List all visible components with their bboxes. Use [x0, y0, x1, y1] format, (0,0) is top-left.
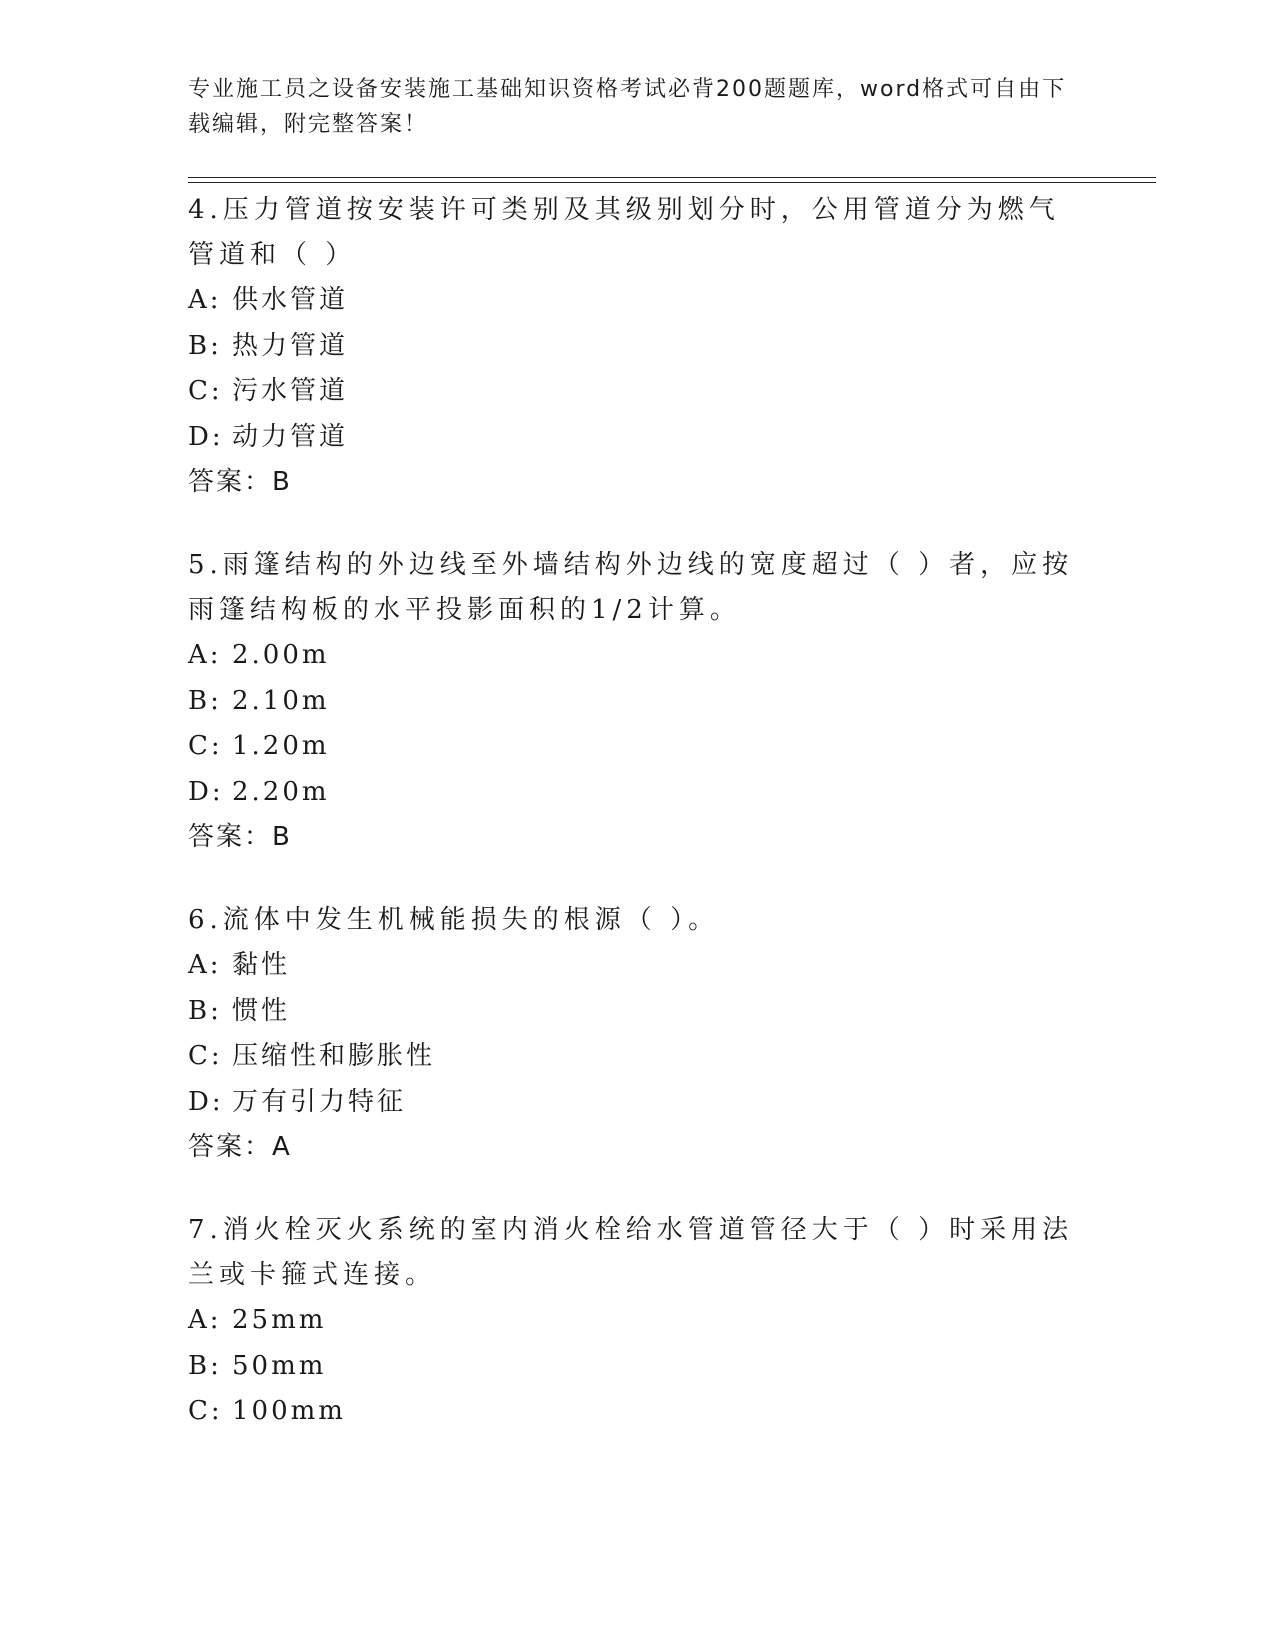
- option-text: 2.00m: [232, 640, 330, 670]
- option-text: 100mm: [232, 1396, 346, 1426]
- option-b: [188, 324, 1088, 370]
- option-letter: D:: [188, 1086, 224, 1117]
- option-letter: C:: [188, 731, 223, 761]
- option-letter: B:: [188, 995, 222, 1026]
- question-text: 5.雨篷结构的外边线至外墙结构外边线的宽度超过（ ）者，应按雨篷结构板的水平投影面积的1/2计算。: [188, 550, 1074, 625]
- option-d: [188, 1080, 1088, 1126]
- option-b: [188, 679, 1088, 725]
- question-text: 6.流体中发生机械能损失的根源（ ）。: [188, 905, 720, 935]
- option-letter: A:: [188, 1305, 222, 1335]
- option-text: 动力管道: [232, 421, 349, 452]
- question-item: [188, 898, 1088, 1170]
- header-divider-top: [188, 177, 1156, 178]
- option-letter: A:: [188, 285, 222, 315]
- answer-line: 答案：B: [188, 467, 292, 497]
- option-text: 压缩性和膨胀性: [232, 1041, 436, 1071]
- header-divider-bottom: [188, 182, 1156, 183]
- option-text: 2.10m: [232, 685, 330, 716]
- option-c: [188, 724, 1088, 770]
- option-b: [188, 1344, 1088, 1390]
- option-letter: C:: [188, 1396, 223, 1426]
- question-item: [188, 1208, 1088, 1435]
- option-a: [188, 633, 1088, 679]
- option-letter: D:: [188, 776, 224, 807]
- option-letter: C:: [188, 376, 223, 406]
- answer-line: 答案：B: [188, 822, 292, 852]
- option-text: 2.20m: [232, 776, 330, 807]
- question-list: [188, 188, 1088, 1473]
- option-text: 25mm: [232, 1305, 327, 1335]
- option-c: [188, 1389, 1088, 1435]
- option-letter: A:: [188, 950, 222, 980]
- option-a: [188, 278, 1088, 324]
- option-d: [188, 770, 1088, 816]
- option-text: 污水管道: [232, 376, 349, 406]
- option-text: 1.20m: [232, 731, 330, 761]
- option-text: 供水管道: [232, 285, 349, 315]
- option-letter: A:: [188, 640, 222, 670]
- option-text: 黏性: [232, 950, 291, 980]
- option-a: [188, 1298, 1088, 1344]
- option-letter: B:: [188, 330, 222, 361]
- option-text: 万有引力特征: [232, 1086, 407, 1117]
- option-c: [188, 1034, 1088, 1080]
- option-text: 热力管道: [232, 330, 349, 361]
- option-letter: B:: [188, 1350, 222, 1381]
- option-d: [188, 415, 1088, 461]
- option-letter: D:: [188, 421, 224, 452]
- option-letter: B:: [188, 685, 222, 716]
- option-c: [188, 369, 1088, 415]
- question-item: [188, 543, 1088, 860]
- option-text: 惯性: [232, 995, 291, 1026]
- question-text: 7.消火栓灭火系统的室内消火栓给水管道管径大于（ ）时采用法兰或卡箍式连接。: [188, 1215, 1074, 1290]
- answer-line: 答案：A: [188, 1132, 292, 1162]
- document-header: 专业施工员之设备安装施工基础知识资格考试必背200题题库，word格式可自由下载编辑，附完整答案！: [188, 77, 1067, 137]
- option-letter: C:: [188, 1041, 223, 1071]
- option-b: [188, 989, 1088, 1035]
- option-text: 50mm: [232, 1350, 327, 1381]
- question-text: 4.压力管道按安装许可类别及其级别划分时，公用管道分为燃气管道和（ ）: [188, 195, 1060, 270]
- question-item: [188, 188, 1088, 505]
- option-a: [188, 943, 1088, 989]
